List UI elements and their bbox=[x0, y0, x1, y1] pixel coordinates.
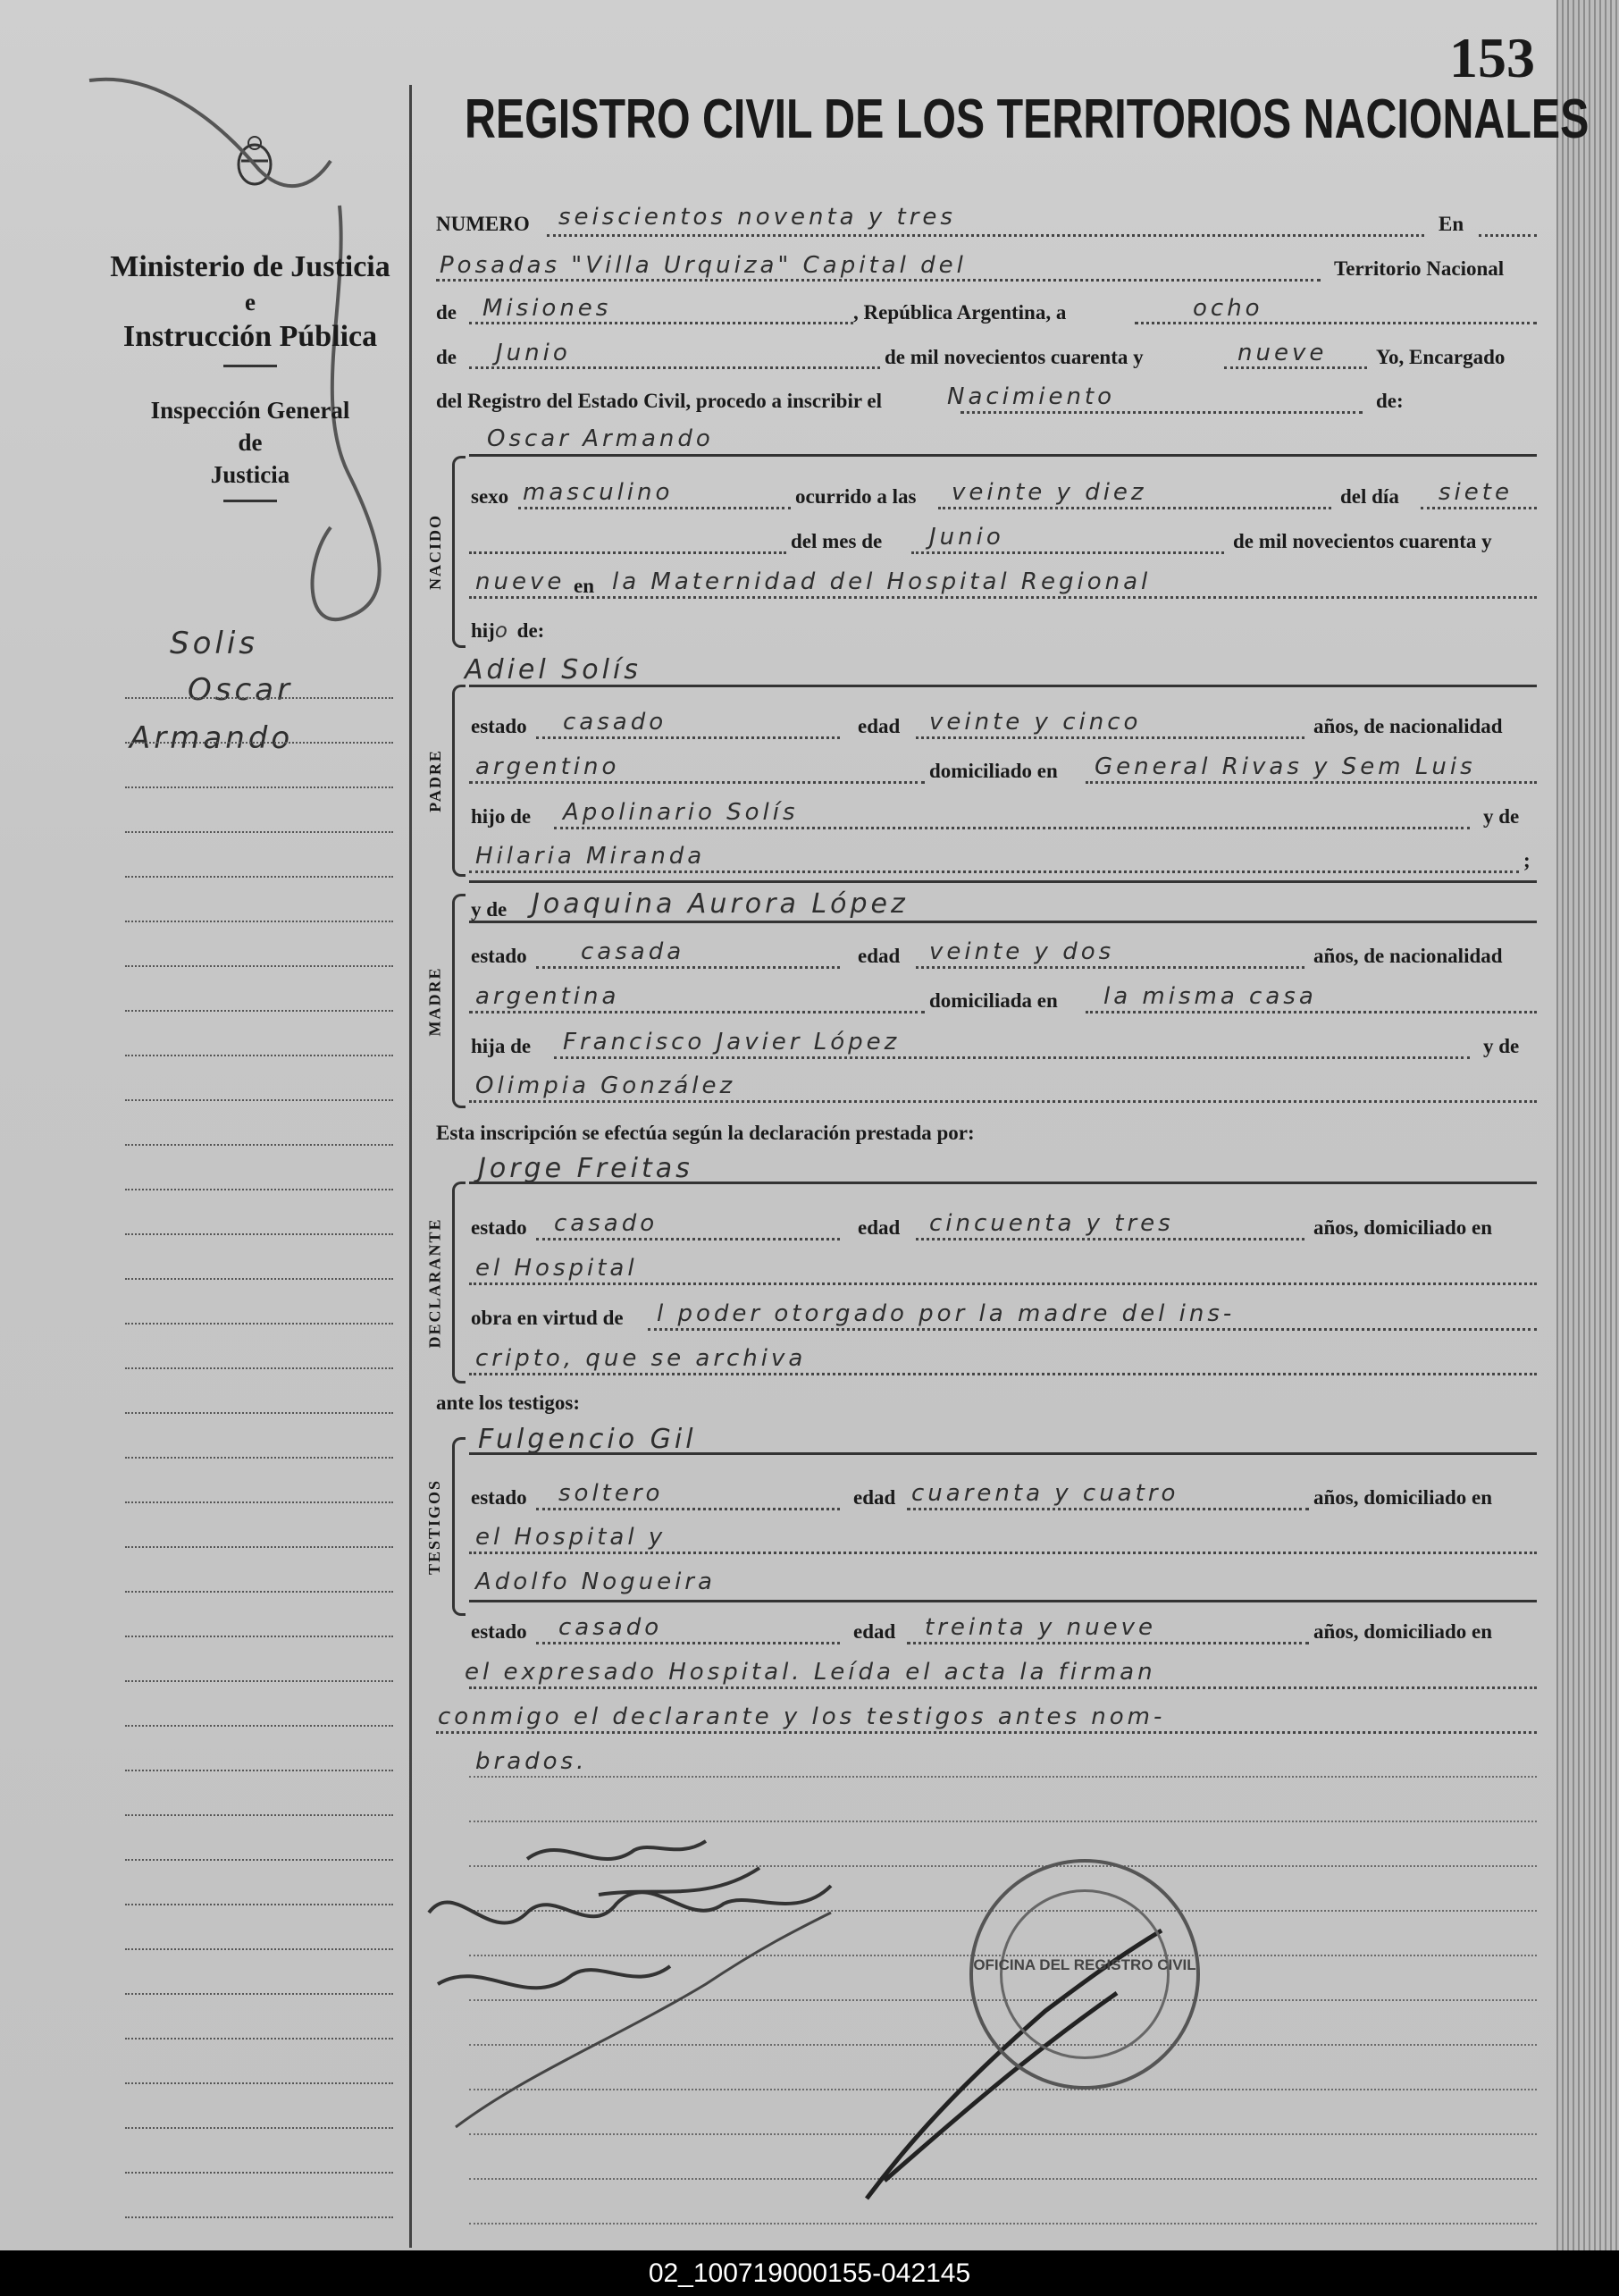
margin-ruled-line bbox=[125, 1770, 393, 1771]
padre-section-label: PADRE bbox=[425, 749, 444, 812]
padre-edad-dots bbox=[916, 736, 1304, 739]
sexo-label: sexo bbox=[471, 485, 509, 508]
declarante-estado-value: casado bbox=[554, 1210, 659, 1237]
anio-value: nueve bbox=[475, 568, 566, 595]
margin-given-name: Oscar bbox=[188, 672, 293, 708]
testigo-1-estado-value: soltero bbox=[558, 1480, 664, 1507]
padre-estado-dots bbox=[536, 736, 840, 739]
margin-ruled-line bbox=[125, 742, 393, 744]
madre-hijade-label: hija de bbox=[471, 1035, 532, 1057]
declarante-edad-label: edad bbox=[858, 1216, 901, 1239]
margin-ruled-line bbox=[125, 1501, 393, 1503]
margin-ruled-line bbox=[125, 1904, 393, 1905]
margin-ruled-line bbox=[125, 1144, 393, 1146]
obra-dots-2 bbox=[469, 1373, 1537, 1375]
obra-value-1: l poder otorgado por la madre del ins- bbox=[657, 1300, 1236, 1327]
numero-label: NUMERO bbox=[436, 213, 530, 235]
testigo-2-name: Adolfo Nogueira bbox=[475, 1569, 716, 1595]
margin-ruled-line bbox=[125, 2172, 393, 2174]
margin-ruled-line bbox=[125, 1948, 393, 1950]
ministry-line-3: Instrucción Pública bbox=[122, 320, 378, 353]
testigo-2-edad-value: treinta y nueve bbox=[925, 1614, 1156, 1641]
margin-ruled-line bbox=[125, 2127, 393, 2129]
registro-label: del Registro del Estado Civil, procedo a inscribir el bbox=[436, 390, 882, 412]
margin-middle-name: Armando bbox=[130, 720, 294, 756]
declarante-name-line bbox=[469, 1182, 1537, 1184]
mes-dots bbox=[911, 551, 1224, 554]
deldia-label: del día bbox=[1340, 485, 1399, 508]
margin-ruled-line bbox=[125, 2038, 393, 2039]
testigo-2-domicilio-dots bbox=[469, 1686, 1537, 1689]
dia-dots bbox=[1421, 507, 1537, 509]
padre-name: Adiel Solís bbox=[465, 654, 642, 685]
nacido-section-bracket bbox=[420, 456, 465, 648]
margin-ruled-line bbox=[125, 831, 393, 833]
inspection-line-3: Justicia bbox=[210, 461, 290, 488]
margin-ruled-line bbox=[125, 1055, 393, 1056]
testigo-1-domicilio-dots bbox=[469, 1552, 1537, 1554]
margin-ruled-line bbox=[125, 876, 393, 878]
en-label: En bbox=[1439, 213, 1464, 235]
inspection-line-1: Inspección General bbox=[150, 397, 350, 424]
declarante-estado-label: estado bbox=[471, 1216, 527, 1239]
madre-estado-dots bbox=[536, 966, 840, 969]
margin-ruled-line bbox=[125, 1457, 393, 1459]
madre-estado-label: estado bbox=[471, 945, 527, 967]
madre-anos-label: años, de nacionalidad bbox=[1313, 945, 1503, 967]
margin-ruled-line bbox=[125, 1993, 393, 1995]
de-label: de bbox=[436, 301, 457, 324]
madre-domicilio-value: la misma casa bbox=[1103, 983, 1317, 1010]
margin-ruled-line bbox=[125, 1725, 393, 1727]
declarante-edad-value: cincuenta y tres bbox=[929, 1210, 1174, 1237]
margin-ruled-line bbox=[125, 1323, 393, 1325]
territorio-label: Territorio Nacional bbox=[1334, 257, 1505, 280]
padre-semicolon: ; bbox=[1523, 849, 1531, 871]
margin-ruled-line bbox=[125, 1591, 393, 1593]
madre-yde2-label: y de bbox=[1483, 1035, 1520, 1057]
madre-edad-value: veinte y dos bbox=[929, 938, 1115, 965]
document-title: REGISTRO CIVIL DE LOS TERRITORIOS NACIONALES bbox=[465, 88, 1590, 150]
signature-long-flourish bbox=[456, 1913, 831, 2127]
month-dots bbox=[469, 366, 880, 369]
abuela-paterna-dots bbox=[469, 870, 1519, 873]
hora-value: veinte y diez bbox=[952, 479, 1147, 506]
binding-edge bbox=[1556, 0, 1619, 2250]
testigo-1-edad-label: edad bbox=[853, 1486, 896, 1509]
page-number: 153 bbox=[1449, 26, 1535, 89]
padre-hijode-label: hijo de bbox=[471, 805, 532, 828]
margin-ruled-line bbox=[125, 1099, 393, 1101]
testigo-1-line bbox=[469, 1452, 1537, 1455]
mes-value: Junio bbox=[929, 524, 1004, 551]
day-dots bbox=[1135, 322, 1537, 324]
stamp-text: OFICINA DEL REGISTRO CIVIL bbox=[973, 1956, 1196, 1973]
de2-label: de bbox=[436, 346, 457, 368]
madre-name: Joaquina Aurora López bbox=[532, 888, 909, 920]
padre-anos-label: años, de nacionalidad bbox=[1313, 715, 1503, 737]
testigo-2-line bbox=[469, 1600, 1537, 1602]
madre-edad-label: edad bbox=[858, 945, 901, 967]
left-divider-2 bbox=[223, 500, 277, 502]
testigo-1-edad-value: cuarenta y cuatro bbox=[911, 1480, 1179, 1507]
declarante-domicilio-value: el Hospital bbox=[475, 1255, 638, 1282]
closing-line-1: conmigo el declarante y los testigos antes nom- bbox=[438, 1703, 1166, 1730]
madre-domicilio-dots bbox=[1086, 1011, 1537, 1013]
year-value: nueve bbox=[1237, 340, 1328, 366]
margin-ruled-line bbox=[125, 1233, 393, 1235]
testigo-2-estado-dots bbox=[536, 1642, 840, 1644]
margin-ruled-line bbox=[125, 1680, 393, 1682]
margin-ruled-line bbox=[125, 1636, 393, 1637]
padre-section-bracket bbox=[420, 685, 465, 877]
margin-ruled-line bbox=[125, 965, 393, 967]
padre-bottom-line bbox=[469, 880, 1537, 883]
padre-yde-label: y de bbox=[1483, 805, 1520, 828]
sexo-dots bbox=[518, 507, 791, 509]
yo-label: Yo, Encargado bbox=[1376, 346, 1506, 368]
column-separator bbox=[409, 85, 412, 2248]
ocurrido-label: ocurrido a las bbox=[795, 485, 917, 508]
civil-registry-stamp bbox=[969, 1859, 1200, 2090]
scan-id: 02_100719000155-042145 bbox=[648, 2258, 971, 2288]
testigo-2-anos-label: años, domiciliado en bbox=[1313, 1620, 1493, 1643]
declarante-estado-dots bbox=[536, 1238, 840, 1241]
margin-ruled-line bbox=[125, 1814, 393, 1816]
padre-domicilio-value: General Rivas y Sem Luis bbox=[1095, 753, 1476, 780]
margin-ruled-line bbox=[125, 2082, 393, 2084]
margin-ruled-line bbox=[125, 1546, 393, 1548]
testigos-section-label: TESTIGOS bbox=[425, 1478, 444, 1575]
place-value: Posadas "Villa Urquiza" Capital del bbox=[440, 252, 967, 279]
lugar-dots bbox=[469, 596, 1537, 599]
margin-ruled-line bbox=[125, 921, 393, 922]
ministry-line-2: e bbox=[245, 289, 256, 315]
obra-dots-1 bbox=[648, 1328, 1537, 1331]
margin-ruled-line bbox=[125, 1367, 393, 1369]
padre-domicilio-dots bbox=[1086, 781, 1537, 784]
hora-dots bbox=[938, 507, 1331, 509]
blank-ruled-line bbox=[469, 1776, 1537, 1778]
nacido-name-line bbox=[469, 454, 1537, 457]
madre-nacionalidad-dots bbox=[469, 1011, 925, 1013]
en-dots bbox=[1479, 234, 1537, 237]
abuela-materna-dots bbox=[469, 1100, 1537, 1103]
signature-declarante bbox=[527, 1841, 759, 1895]
declarante-edad-dots bbox=[916, 1238, 1304, 1241]
acto-dots bbox=[960, 411, 1363, 414]
month-value: Junio bbox=[496, 340, 571, 366]
closing-dots-1 bbox=[436, 1731, 1537, 1734]
nacido-mil-label: de mil novecientos cuarenta y bbox=[1233, 530, 1492, 552]
abuelo-materno-dots bbox=[554, 1056, 1470, 1059]
padre-edad-value: veinte y cinco bbox=[929, 709, 1142, 736]
nacido-en-label: en bbox=[574, 575, 594, 597]
margin-surname: Solis bbox=[170, 626, 258, 661]
year-dots bbox=[1224, 366, 1367, 369]
place-dots bbox=[436, 279, 1321, 282]
testigo-1-edad-dots bbox=[907, 1508, 1309, 1510]
margin-ruled-line bbox=[125, 1010, 393, 1012]
madre-name-line bbox=[469, 921, 1537, 923]
scan-footer bbox=[0, 2250, 1619, 2296]
padre-name-line bbox=[469, 685, 1537, 687]
testigo-2-estado-value: casado bbox=[558, 1614, 663, 1641]
margin-ruled-line bbox=[125, 697, 393, 699]
abuela-materna-value: Olimpia González bbox=[475, 1072, 736, 1099]
declarante-anos-label: años, domiciliado en bbox=[1313, 1216, 1493, 1239]
testigo-2-domicilio-value: el expresado Hospital. Leída el acta la firman bbox=[465, 1659, 1156, 1686]
testigo-2-estado-label: estado bbox=[471, 1620, 527, 1643]
abuelo-paterno-value: Apolinario Solís bbox=[563, 799, 799, 826]
margin-ruled-line bbox=[125, 786, 393, 788]
numero-value: seiscientos noventa y tres bbox=[558, 204, 956, 231]
numero-dots bbox=[547, 234, 1424, 237]
testigo-2-edad-label: edad bbox=[853, 1620, 896, 1643]
testigos-label: ante los testigos: bbox=[436, 1392, 580, 1414]
testigo-1-domicilio-value: el Hospital y bbox=[475, 1524, 667, 1551]
abuela-paterna-value: Hilaria Miranda bbox=[475, 843, 706, 870]
margin-ruled-line bbox=[125, 1859, 393, 1861]
obra-value-2: cripto, que se archiva bbox=[475, 1345, 807, 1372]
ministry-line-1: Ministerio de Justicia bbox=[110, 250, 390, 283]
testigo-1-estado-label: estado bbox=[471, 1486, 527, 1509]
delmes-label: del mes de bbox=[791, 530, 883, 552]
padre-nacionalidad-value: argentino bbox=[475, 753, 620, 780]
padre-estado-label: estado bbox=[471, 715, 527, 737]
margin-ruled-line bbox=[125, 1189, 393, 1190]
margin-ruled-line bbox=[125, 2216, 393, 2218]
madre-yde-label: y de bbox=[471, 898, 508, 921]
declarante-section-bracket bbox=[420, 1182, 465, 1383]
madre-domiciliada-label: domiciliada en bbox=[929, 989, 1058, 1012]
left-divider bbox=[223, 365, 277, 367]
inscripcion-label: Esta inscripción se efectúa según la declaración prestada por: bbox=[436, 1122, 975, 1144]
closing-line-2: brados. bbox=[475, 1748, 588, 1775]
mil-label: de mil novecientos cuarenta y bbox=[885, 346, 1144, 368]
testigos-section-bracket bbox=[420, 1437, 465, 1616]
signature-testigo-2 bbox=[438, 1966, 670, 1988]
inspection-line-2: de bbox=[238, 429, 263, 456]
madre-edad-dots bbox=[916, 966, 1304, 969]
testigo-1-estado-dots bbox=[536, 1508, 840, 1510]
padre-domiciliado-label: domiciliado en bbox=[929, 760, 1058, 782]
abuelo-materno-value: Francisco Javier López bbox=[563, 1029, 901, 1055]
nacido-section-label: NACIDO bbox=[425, 513, 444, 591]
testigo-1-name: Fulgencio Gil bbox=[478, 1424, 697, 1455]
de3-label: de: bbox=[1376, 390, 1404, 412]
republica-label: , República Argentina, a bbox=[853, 301, 1067, 324]
madre-estado-value: casada bbox=[581, 938, 685, 965]
dia-value: siete bbox=[1439, 479, 1513, 506]
acto-value: Nacimiento bbox=[947, 383, 1116, 410]
territory-value: Misiones bbox=[482, 295, 612, 322]
madre-nacionalidad-value: argentina bbox=[475, 983, 620, 1010]
testigo-2-edad-dots bbox=[907, 1642, 1309, 1644]
obra-label: obra en virtud de bbox=[471, 1307, 624, 1329]
declarante-name: Jorge Freitas bbox=[478, 1153, 693, 1184]
madre-section-label: MADRE bbox=[425, 966, 444, 1036]
nacido-name: Oscar Armando bbox=[487, 425, 714, 452]
day-value: ocho bbox=[1193, 295, 1263, 322]
margin-ruled-line bbox=[125, 1278, 393, 1280]
lugar-value: la Maternidad del Hospital Regional bbox=[612, 568, 1152, 595]
margin-ruled-line bbox=[125, 1412, 393, 1414]
declarante-section-label: DECLARANTE bbox=[425, 1216, 444, 1349]
testigo-1-anos-label: años, domiciliado en bbox=[1313, 1486, 1493, 1509]
padre-estado-value: casado bbox=[563, 709, 667, 736]
padre-edad-label: edad bbox=[858, 715, 901, 737]
abuelo-paterno-dots bbox=[554, 827, 1470, 829]
padre-nacionalidad-dots bbox=[469, 781, 925, 784]
madre-section-bracket bbox=[420, 894, 465, 1108]
declarante-domicilio-dots bbox=[469, 1283, 1537, 1285]
territory-dots bbox=[469, 322, 853, 324]
delmes-dots-left bbox=[469, 551, 786, 554]
sexo-value: masculino bbox=[523, 479, 674, 506]
hijo-label: hijo de: bbox=[471, 619, 545, 643]
